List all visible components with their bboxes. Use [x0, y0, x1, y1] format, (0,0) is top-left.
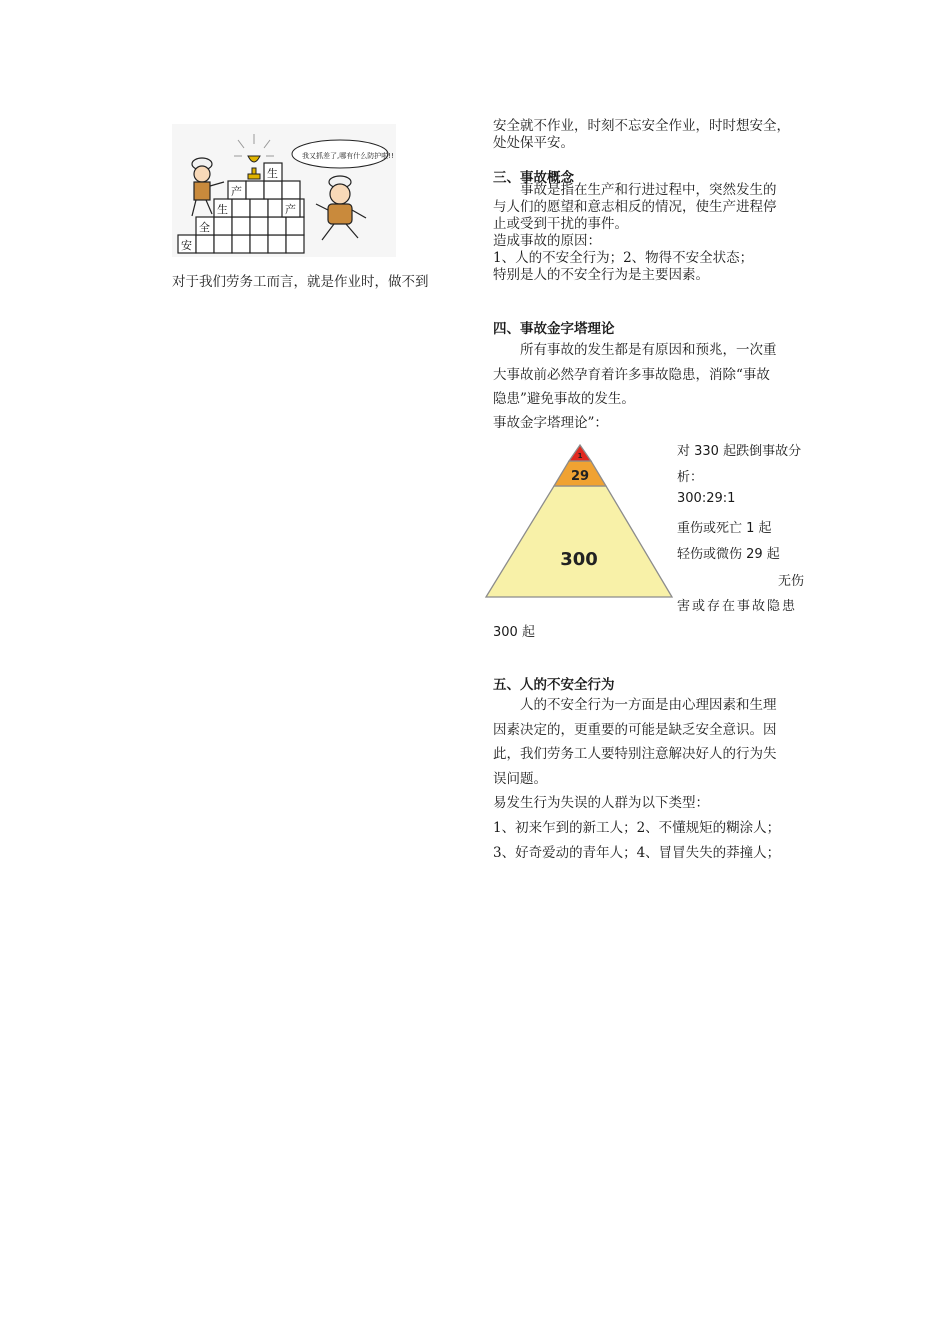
safety-cartoon-illustration: [172, 124, 396, 257]
section-heading: 三、事故概念: [493, 170, 574, 186]
intro-line: 安全就不作业，时刻不忘安全作业，时时想安全，: [493, 118, 790, 134]
pyramid-top-label: 1: [577, 452, 583, 460]
intro-line: 处处保平安。: [493, 135, 574, 151]
analysis-line: 轻伤或微伤 29 起: [677, 547, 780, 562]
analysis-line: 300:29:1: [677, 491, 736, 506]
speech-bubble-text: 我又抓差了,哪有什么防护啦!!: [302, 152, 394, 160]
paragraph-line: 止或受到干扰的事件。: [493, 216, 628, 232]
paragraph-line: 因素决定的，更重要的可能是缺乏安全意识。因: [493, 722, 777, 738]
analysis-line: 析：: [677, 470, 704, 485]
paragraph-line: 1、人的不安全行为；2、物得不安全状态；: [493, 250, 754, 266]
left-column-text: 对于我们劳务工而言，就是作业时，做不到: [172, 274, 429, 290]
block-char: 产: [285, 203, 296, 216]
paragraph-line: 大事故前必然孕育着许多事故隐患，消除“事故: [493, 367, 770, 383]
analysis-line: 对 330 起跌倒事故分: [677, 444, 802, 459]
block-char: 安: [181, 239, 192, 252]
paragraph-line: 3、好奇爱动的青年人；4、冒冒失失的莽撞人；: [493, 845, 781, 861]
section-heading: 五、人的不安全行为: [493, 677, 615, 693]
pyramid-base-layer: [486, 486, 672, 597]
paragraph-line: 所有事故的发生都是有原因和预兆，一次重: [493, 342, 777, 358]
paragraph-line: 此，我们劳务工人要特别注意解决好人的行为失: [493, 746, 777, 762]
analysis-line: 重伤或死亡 1 起: [677, 521, 772, 536]
paragraph-line: 事故是指在生产和行进过程中，突然发生的: [493, 182, 777, 198]
analysis-line: 害或存在事故隐患: [677, 599, 798, 614]
paragraph-line: 易发生行为失误的人群为以下类型：: [493, 795, 709, 811]
block-char: 生: [267, 167, 278, 180]
paragraph-line: 与人们的愿望和意志相反的情况，使生产进程停: [493, 199, 777, 215]
analysis-line: 300 起: [493, 625, 535, 640]
paragraph-line: 1、初来乍到的新工人；2、不懂规矩的糊涂人；: [493, 820, 781, 836]
accident-pyramid-figure: [484, 443, 674, 601]
paragraph-line: 事故金字塔理论”：: [493, 415, 608, 431]
paragraph-line: 误问题。: [493, 771, 547, 787]
pyramid-middle-label: 29: [570, 469, 590, 484]
paragraph-line: 造成事故的原因：: [493, 233, 601, 249]
paragraph-line: 特别是人的不安全行为是主要因素。: [493, 267, 709, 283]
pyramid-base-label: 300: [560, 549, 598, 570]
block-char: 生: [217, 203, 228, 216]
analysis-line: 无伤: [778, 574, 805, 589]
block-char: 产: [231, 185, 242, 198]
paragraph-line: 人的不安全行为一方面是由心理因素和生理: [493, 697, 777, 713]
section-heading: 四、事故金字塔理论: [493, 321, 615, 337]
paragraph-line: 隐患”避免事故的发生。: [493, 391, 635, 407]
block-char: 全: [199, 221, 210, 234]
